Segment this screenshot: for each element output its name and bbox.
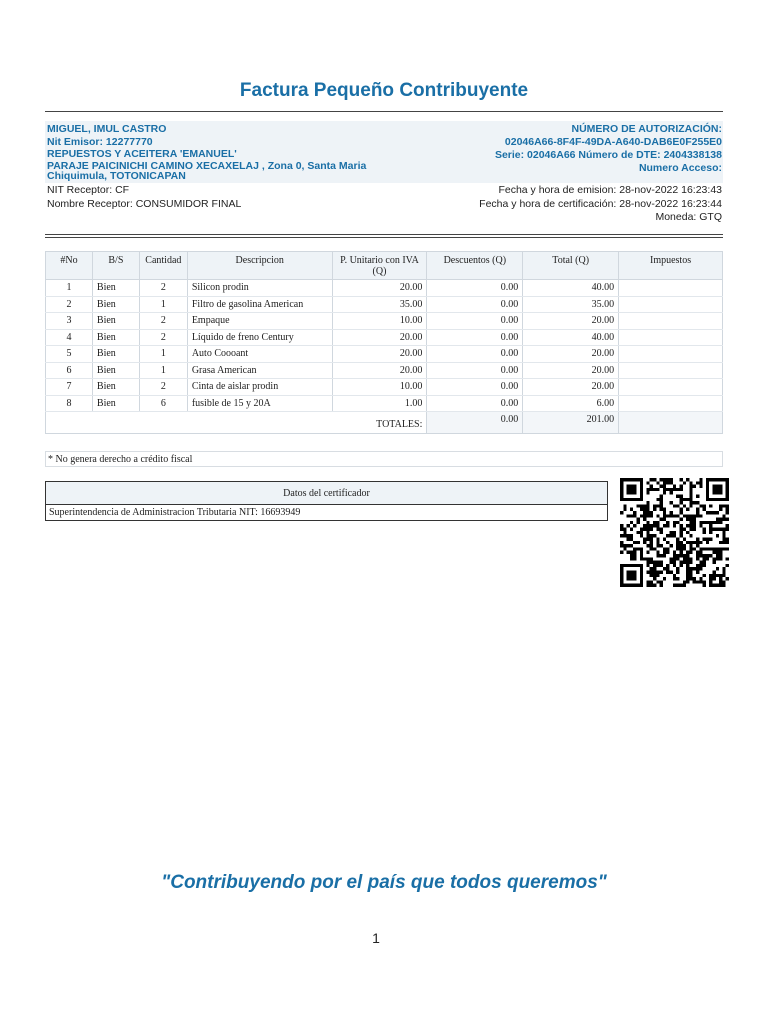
row-quantity: 1 (139, 346, 187, 363)
row-total: 20.00 (523, 313, 619, 330)
dates-block (479, 184, 722, 225)
serie-dte: Serie: 02046A66 Número de DTE: 2404338138 (494, 149, 722, 161)
row-total: 35.00 (523, 296, 619, 313)
row-number: 1 (46, 280, 93, 297)
row-number: 4 (46, 329, 93, 346)
row-number: 6 (46, 362, 93, 379)
row-type: Bien (92, 280, 139, 297)
table-row (46, 329, 723, 346)
row-discount: 0.00 (427, 296, 523, 313)
row-description: Silicon prodin (187, 280, 332, 297)
table-row (46, 395, 723, 412)
fiscal-note: * No genera derecho a crédito fiscal (45, 451, 723, 467)
row-taxes (619, 329, 723, 346)
row-unit-price: 20.00 (332, 346, 427, 363)
certificador-heading: Datos del certificador (46, 482, 607, 505)
numero-acceso: Numero Acceso: (638, 162, 722, 174)
row-quantity: 1 (139, 362, 187, 379)
row-taxes (619, 346, 723, 363)
row-discount: 0.00 (427, 362, 523, 379)
row-type: Bien (92, 362, 139, 379)
emisor-block (47, 123, 366, 181)
col-header: B/S (92, 252, 139, 280)
totals-row (46, 412, 723, 434)
row-discount: 0.00 (427, 280, 523, 297)
row-discount: 0.00 (427, 346, 523, 363)
row-discount: 0.00 (427, 313, 523, 330)
row-description: Grasa American (187, 362, 332, 379)
row-taxes (619, 280, 723, 297)
row-type: Bien (92, 395, 139, 412)
table-row (46, 379, 723, 396)
row-taxes (619, 379, 723, 396)
emisor-nit: Nit Emisor: 12277770 (47, 135, 153, 148)
double-divider (45, 234, 723, 238)
row-description: fusible de 15 y 20A (187, 395, 332, 412)
table-row (46, 313, 723, 330)
row-quantity: 2 (139, 379, 187, 396)
items-table (45, 251, 723, 434)
table-header-row (46, 252, 723, 280)
slogan: "Contribuyendo por el país que todos queremos" (161, 872, 607, 893)
certificador-box (45, 481, 608, 521)
table-row (46, 362, 723, 379)
col-header: P. Unitario con IVA (Q) (332, 252, 427, 280)
authorization-block (495, 123, 722, 175)
receptor-block (47, 184, 241, 211)
emisor-address-line2: Chiquimula, TOTONICAPAN (47, 169, 186, 182)
totals-label: TOTALES: (46, 412, 427, 434)
row-description: Auto Coooant (187, 346, 332, 363)
row-discount: 0.00 (427, 379, 523, 396)
row-number: 3 (46, 313, 93, 330)
invoice-title: Factura Pequeño Contribuyente (239, 80, 529, 101)
row-type: Bien (92, 346, 139, 363)
row-number: 7 (46, 379, 93, 396)
row-unit-price: 10.00 (332, 379, 427, 396)
emisor-business: REPUESTOS Y ACEITERA 'EMANUEL' (47, 148, 237, 161)
row-total: 40.00 (523, 329, 619, 346)
row-number: 8 (46, 395, 93, 412)
total-impuestos (619, 412, 723, 434)
row-number: 5 (46, 346, 93, 363)
row-quantity: 6 (139, 395, 187, 412)
row-type: Bien (92, 313, 139, 330)
fecha-certificacion: Fecha y hora de certificación: 28-nov-2022 16:23:44 (479, 197, 722, 210)
row-type: Bien (92, 329, 139, 346)
table-row (46, 280, 723, 297)
col-header: Impuestos (619, 252, 723, 280)
row-discount: 0.00 (427, 395, 523, 412)
table-row (46, 346, 723, 363)
col-header: Total (Q) (523, 252, 619, 280)
receptor-name: Nombre Receptor: CONSUMIDOR FINAL (47, 197, 242, 210)
emisor-name: MIGUEL, IMUL CASTRO (47, 123, 167, 135)
row-total: 6.00 (523, 395, 619, 412)
top-divider (45, 111, 723, 112)
col-header: Descripcion (187, 252, 332, 280)
row-quantity: 1 (139, 296, 187, 313)
row-discount: 0.00 (427, 329, 523, 346)
table-row (46, 296, 723, 313)
certificador-name: Superintendencia de Administracion Tributaria NIT: 16693949 (49, 507, 301, 518)
page-number: 1 (372, 930, 380, 946)
row-description: Empaque (187, 313, 332, 330)
row-description: Cinta de aislar prodin (187, 379, 332, 396)
row-unit-price: 20.00 (332, 362, 427, 379)
row-unit-price: 10.00 (332, 313, 427, 330)
moneda: Moneda: GTQ (655, 211, 722, 223)
row-total: 40.00 (523, 280, 619, 297)
row-type: Bien (92, 296, 139, 313)
row-total: 20.00 (523, 346, 619, 363)
row-unit-price: 1.00 (332, 395, 427, 412)
row-quantity: 2 (139, 280, 187, 297)
row-unit-price: 20.00 (332, 329, 427, 346)
authorization-number: 02046A66-8F4F-49DA-A640-DAB6E0F255E0 (504, 136, 722, 148)
qr-code-icon (620, 476, 729, 589)
row-description: Líquido de freno Century (187, 329, 332, 346)
receptor-nit: NIT Receptor: CF (47, 184, 130, 196)
row-quantity: 2 (139, 329, 187, 346)
row-total: 20.00 (523, 379, 619, 396)
col-header: #No (46, 252, 93, 280)
row-quantity: 2 (139, 313, 187, 330)
col-header: Descuentos (Q) (427, 252, 523, 280)
total-descuentos: 0.00 (427, 412, 523, 434)
row-type: Bien (92, 379, 139, 396)
row-taxes (619, 362, 723, 379)
row-description: Filtro de gasolina American (187, 296, 332, 313)
fecha-emision: Fecha y hora de emision: 28-nov-2022 16:23:43 (498, 184, 722, 196)
row-total: 20.00 (523, 362, 619, 379)
total-amount: 201.00 (523, 412, 619, 434)
row-number: 2 (46, 296, 93, 313)
emisor-address-line1: PARAJE PAICINICHI CAMINO XECAXELAJ , Zona 0, Santa Maria (47, 159, 367, 172)
row-taxes (619, 313, 723, 330)
authorization-label: NÚMERO DE AUTORIZACIÓN: (571, 123, 722, 135)
row-taxes (619, 395, 723, 412)
col-header: Cantidad (139, 252, 187, 280)
row-unit-price: 35.00 (332, 296, 427, 313)
row-taxes (619, 296, 723, 313)
row-unit-price: 20.00 (332, 280, 427, 297)
emisor-address (47, 161, 366, 181)
